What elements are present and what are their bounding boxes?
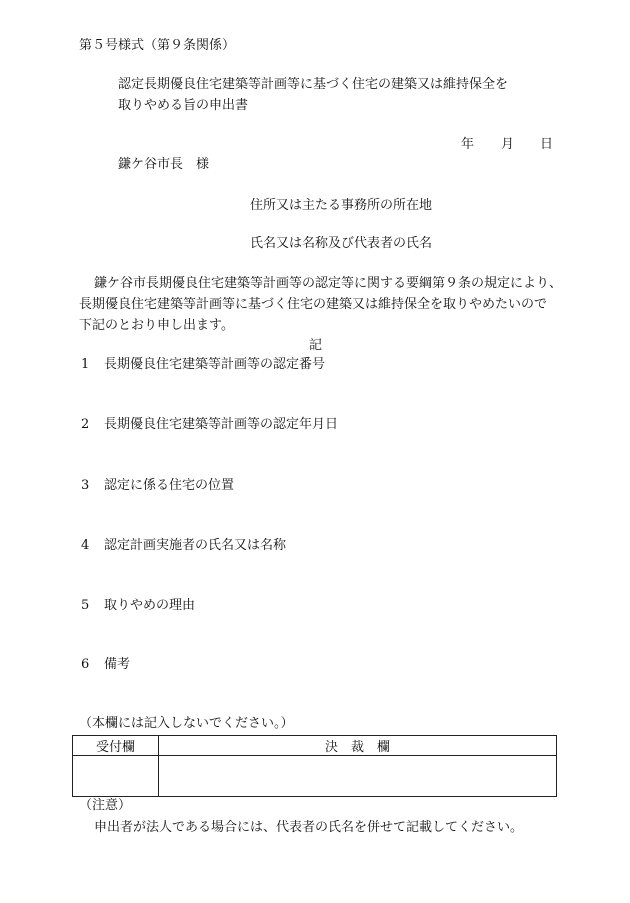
document-title-line2: 取りやめる旨の申出書 — [118, 98, 249, 113]
body-text-line3: 下記のとおり申し出ます。 — [79, 318, 234, 333]
date-month-label: 月 — [501, 137, 515, 152]
addressee: 鎌ケ谷市長 様 — [118, 157, 210, 172]
date-year-label: 年 — [461, 137, 475, 152]
applicant-address-label: 住所又は主たる事務所の所在地 — [250, 198, 433, 213]
body-text-line2: 長期優良住宅建築等計画等に基づく住宅の建築又は維持保全を取りやめたいので — [79, 297, 548, 312]
item-label-certification-date: 長期優良住宅建築等計画等の認定年月日 — [104, 417, 339, 432]
item-label-certification-number: 長期優良住宅建築等計画等の認定番号 — [104, 357, 326, 372]
date-day-label: 日 — [540, 137, 554, 152]
applicant-name-label: 氏名又は名称及び代表者の氏名 — [250, 236, 433, 251]
item-label-implementer-name: 認定計画実施者の氏名又は名称 — [104, 538, 287, 553]
office-use-table — [72, 735, 557, 797]
ki-heading: 記 — [309, 338, 323, 353]
decision-cell — [159, 756, 557, 797]
caution-heading: （注意） — [79, 798, 132, 813]
item-number: 6 — [81, 657, 90, 672]
document-title-line1: 認定長期優良住宅建築等計画等に基づく住宅の建築又は維持保全を — [118, 77, 509, 92]
item-number: 4 — [81, 538, 90, 553]
item-number: 3 — [81, 478, 90, 493]
item-number: 2 — [81, 417, 90, 432]
decision-column-header: 決 裁 欄 — [159, 736, 557, 756]
form-number: 第５号様式（第９条関係） — [79, 38, 236, 53]
item-label-house-location: 認定に係る住宅の位置 — [104, 478, 235, 493]
item-label-withdrawal-reason: 取りやめの理由 — [104, 598, 196, 613]
body-text-line1: 鎌ケ谷市長期優良住宅建築等計画等の認定等に関する要綱第９条の規定により、 — [94, 276, 563, 291]
reception-column-header: 受付欄 — [73, 736, 159, 756]
item-number: 5 — [81, 598, 90, 613]
item-label-remarks: 備考 — [104, 657, 131, 672]
item-number: 1 — [81, 357, 90, 372]
office-use-note: （本欄には記入しないでください。） — [79, 716, 294, 731]
caution-text: 申出者が法人である場合には、代表者の氏名を併せて記載してください。 — [94, 820, 524, 835]
reception-cell — [73, 756, 159, 797]
